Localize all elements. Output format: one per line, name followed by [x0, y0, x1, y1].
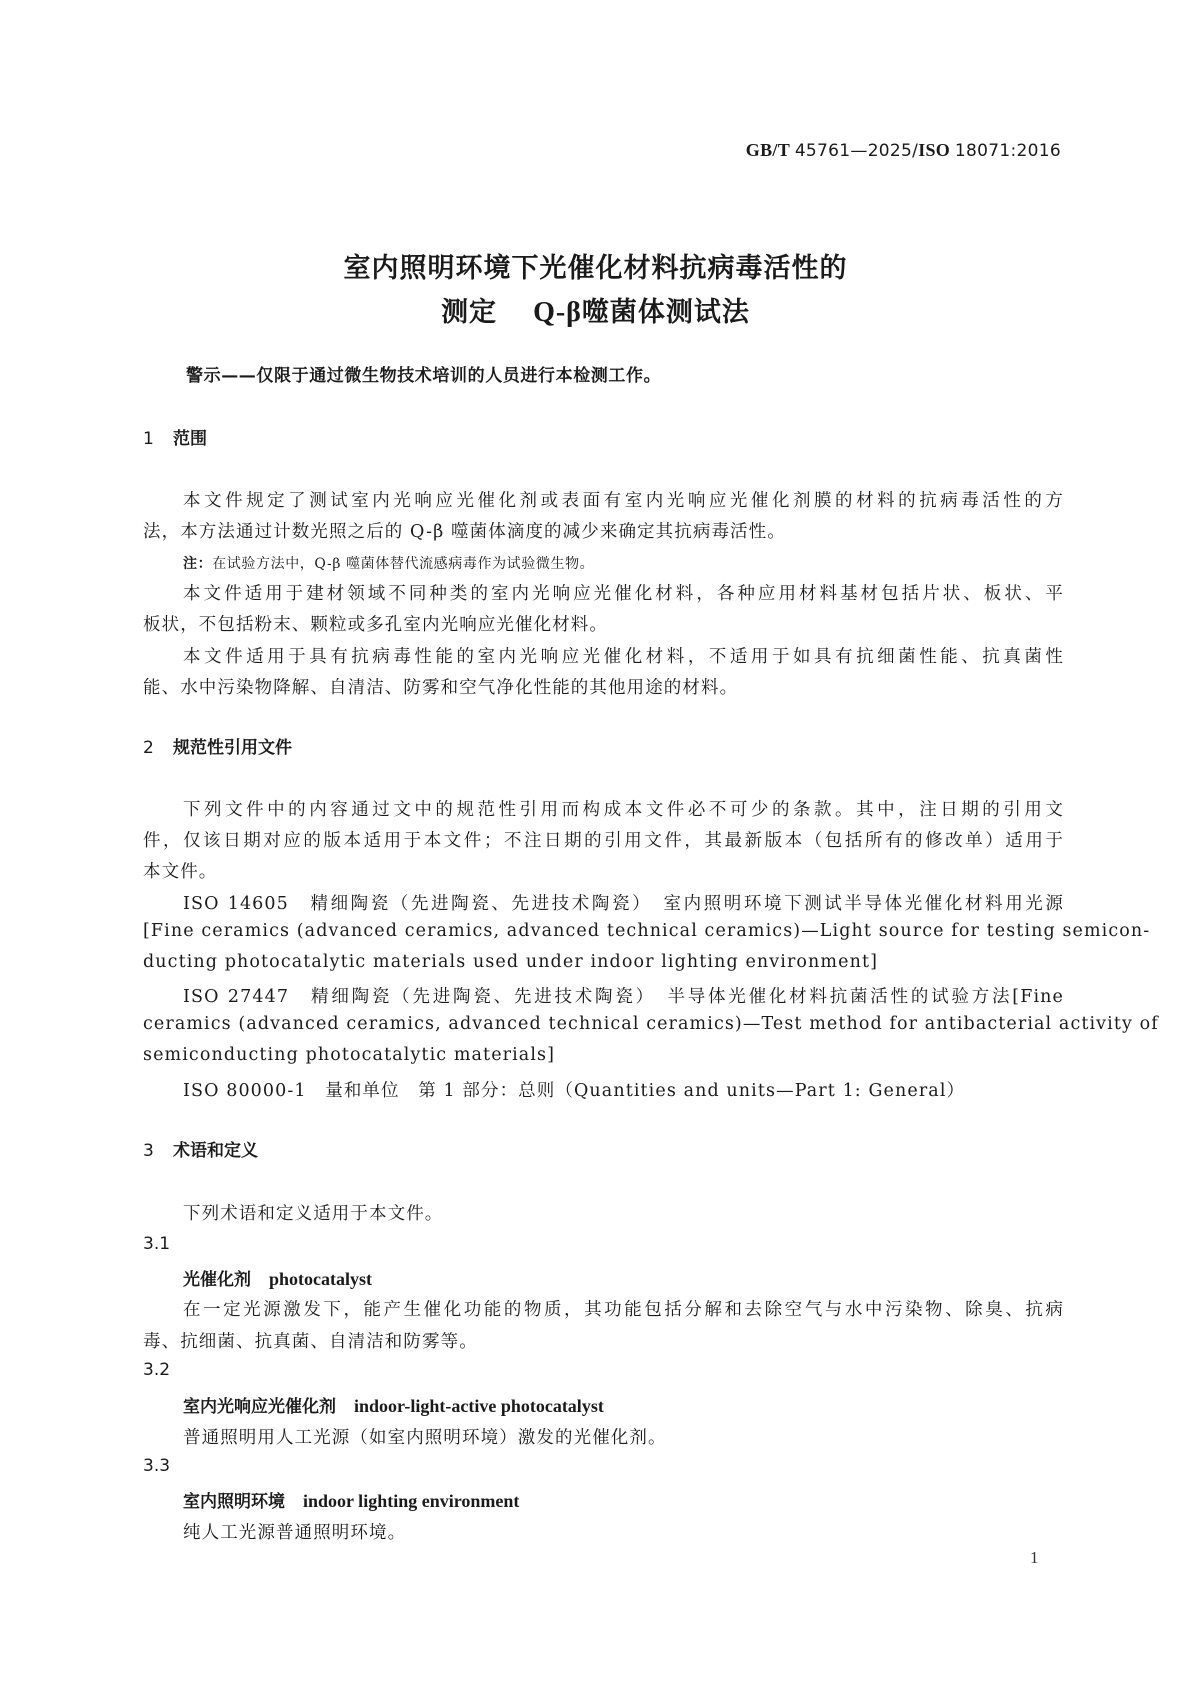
code-iso-number: 18071:2016 — [954, 141, 1061, 161]
section-number: 3 — [143, 1141, 154, 1161]
term-3-3 — [183, 1487, 519, 1512]
code-number: 45761—2025/ — [794, 141, 919, 161]
scope-paragraph-1-line-2: 法，本方法通过计数光照之后的 Q-β 噬菌体滴度的减少来确定其抗病毒活性。 — [143, 522, 786, 542]
code-iso: ISO — [918, 140, 951, 160]
term-3-1-definition-line-2: 毒、抗细菌、抗真菌、自清洁和防雾等。 — [143, 1332, 478, 1352]
terms-intro: 下列术语和定义适用于本文件。 — [183, 1204, 444, 1224]
title-cn-part-2: 噬菌体测试法 — [581, 297, 750, 328]
term-en: photocatalyst — [269, 1269, 372, 1289]
document-title-line-1: 室内照明环境下光催化材料抗病毒活性的 — [343, 253, 848, 284]
reference-iso-80000-1: ISO 80000-1 量和单位 第 1 部分：总则（Quantities and units—Part 1: General） — [183, 1081, 966, 1101]
term-en: indoor lighting environment — [303, 1491, 520, 1511]
scope-paragraph-3-line-1: 本文件适用于具有抗病毒性能的室内光响应光催化材料，不适用于如具有抗细菌性能、抗真菌性 — [183, 647, 1064, 667]
standard-code-header — [746, 140, 1061, 161]
normative-refs-intro-line-1: 下列文件中的内容通过文中的规范性引用而构成本文件必不可少的条款。其中，注日期的引用文 — [183, 800, 1064, 820]
section-title: 规范性引用文件 — [173, 738, 292, 758]
term-3-2-definition: 普通照明用人工光源（如室内照明环境）激发的光催化剂。 — [183, 1428, 667, 1448]
scope-paragraph-2-line-1: 本文件适用于建材领域不同种类的室内光响应光催化材料，各种应用材料基材包括片状、板状、平 — [183, 584, 1064, 604]
scope-paragraph-3-line-2: 能、水中污染物降解、自清洁、防雾和空气净化性能的其他用途的材料。 — [143, 678, 739, 698]
page-number: 1 — [1030, 1548, 1039, 1567]
note-text: 在试验方法中，Q-β 噬菌体替代流感病毒作为试验微生物。 — [212, 556, 595, 572]
title-cn-part-1: 测定 — [441, 297, 498, 328]
section-number: 2 — [143, 738, 154, 758]
warning-statement: 警示——仅限于通过微生物技术培训的人员进行本检测工作。 — [186, 366, 662, 386]
term-3-3-definition: 纯人工光源普通照明环境。 — [183, 1523, 407, 1543]
section-3-heading — [143, 1136, 258, 1161]
reference-iso-27447-line-3: semiconducting photocatalytic materials] — [143, 1045, 556, 1065]
normative-refs-intro-line-3: 本文件。 — [143, 862, 218, 882]
note-label: 注： — [183, 556, 213, 572]
reference-iso-14605-line-1: ISO 14605 精细陶瓷（先进陶瓷、先进技术陶瓷） 室内照明环境下测试半导体光催化材料用光源 — [183, 894, 1064, 914]
scope-paragraph-2-line-2: 板状，不包括粉末、颗粒或多孔室内光响应光催化材料。 — [143, 615, 608, 635]
section-2-heading — [143, 733, 292, 758]
term-cn: 室内照明环境 — [183, 1492, 285, 1512]
title-latin-part: Q-β — [533, 297, 582, 328]
section-1-heading — [143, 424, 207, 449]
reference-iso-14605-line-3: ducting photocatalytic materials used under indoor lighting environment] — [143, 952, 879, 972]
term-number-3-3: 3.3 — [143, 1456, 171, 1476]
term-number-3-2: 3.2 — [143, 1360, 171, 1380]
reference-iso-27447-line-1: ISO 27447 精细陶瓷（先进陶瓷、先进技术陶瓷） 半导体光催化材料抗菌活性的试验方法[Fine — [183, 987, 1064, 1007]
code-prefix: GB/T — [745, 140, 790, 160]
section-number: 1 — [143, 429, 154, 449]
scope-note — [183, 553, 594, 573]
term-cn: 室内光响应光催化剂 — [183, 1397, 336, 1417]
term-3-1 — [183, 1265, 372, 1290]
reference-iso-27447-line-2: ceramics (advanced ceramics, advanced technical ceramics)—Test method for antibacterial activity of — [143, 1014, 1159, 1034]
reference-iso-14605-line-2: [Fine ceramics (advanced ceramics, advanced technical ceramics)—Light source for testing semicon- — [143, 921, 1151, 941]
document-title-line-2 — [0, 290, 1191, 329]
term-3-1-definition-line-1: 在一定光源激发下，能产生催化功能的物质，其功能包括分解和去除空气与水中污染物、除臭、抗病 — [183, 1300, 1064, 1320]
section-title: 术语和定义 — [173, 1141, 258, 1161]
term-3-2 — [183, 1392, 604, 1417]
term-number-3-1: 3.1 — [143, 1234, 171, 1254]
section-title: 范围 — [173, 429, 207, 449]
normative-refs-intro-line-2: 件，仅该日期对应的版本适用于本文件；不注日期的引用文件，其最新版本（包括所有的修改单）适用于 — [143, 831, 1064, 851]
term-cn: 光催化剂 — [183, 1270, 251, 1290]
scope-paragraph-1-line-1: 本文件规定了测试室内光响应光催化剂或表面有室内光响应光催化剂膜的材料的抗病毒活性的方 — [183, 491, 1064, 511]
term-en: indoor-light-active photocatalyst — [354, 1396, 604, 1416]
